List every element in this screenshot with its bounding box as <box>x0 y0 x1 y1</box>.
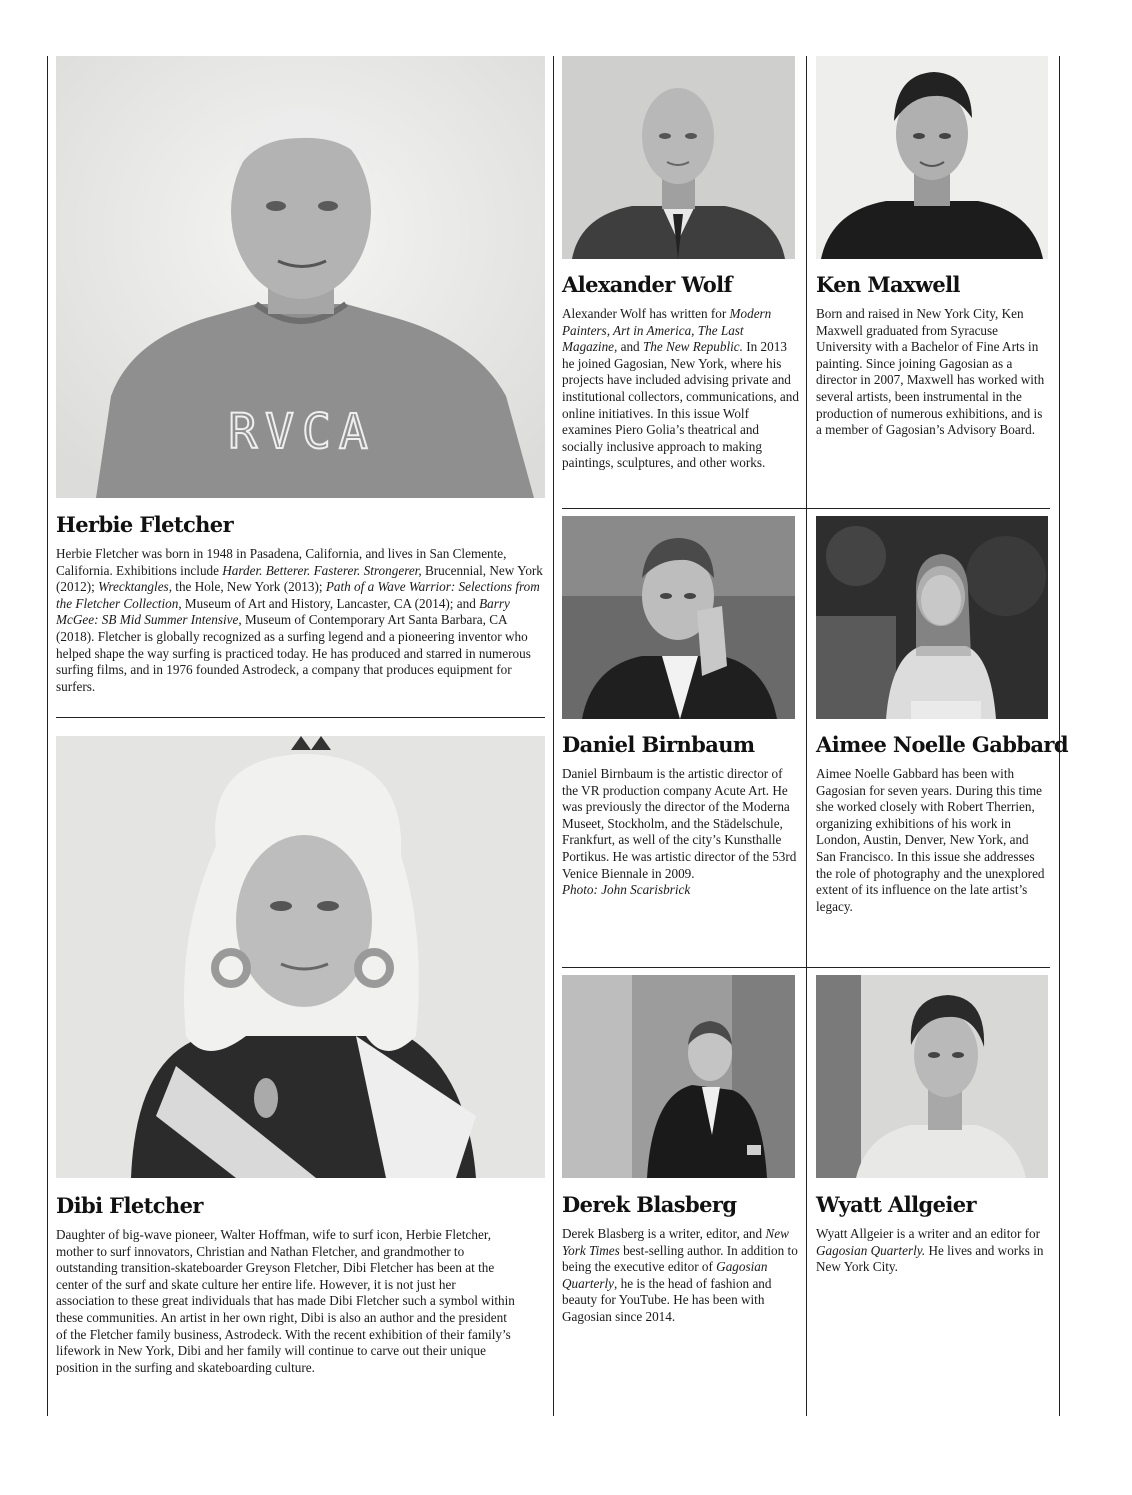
bio-text <box>816 1226 1054 1276</box>
bio-text-run: best-selling author. In addition to being the executive editor of <box>562 1242 798 1275</box>
row-rule <box>56 717 545 718</box>
portrait-photo <box>562 975 795 1178</box>
bio-name: Aimee Noelle Gabbard <box>816 732 1068 757</box>
portrait-photo <box>816 56 1048 259</box>
column-rule <box>553 56 554 1416</box>
bio-name: Ken Maxwell <box>816 272 960 297</box>
bio-name: Wyatt Allgeier <box>816 1192 976 1217</box>
bio-text-italic: The New Republic. <box>642 339 743 355</box>
bio-text-italic: Barry McGee: SB Mid Summer Intensive <box>56 595 510 628</box>
bio-text-italic: New York Times <box>562 1226 789 1258</box>
bio-text <box>562 1226 798 1326</box>
portrait-photo <box>562 516 795 719</box>
bio-text-run: Herbie Fletcher was born in 1948 in Pasadena, California, and lives in San Clemente, California. Exhibitions include <box>56 546 507 578</box>
bio-name: Daniel Birnbaum <box>562 732 755 757</box>
shirt-logo: RVCA <box>228 404 376 460</box>
bio-text-run: , Museum of Contemporary Art Santa Barbara, CA (2018). Fletcher is globally recognized as a surfing legend and a pioneering inventor who helped shape the way surfing is practiced today. He has produced and starred in numerous surfing films, and in 1976 founded Astrodeck, a company that produces equipment for surfers. <box>56 612 531 694</box>
bio-name: Derek Blasberg <box>562 1192 737 1217</box>
bio-text-italic: Harder. Betterer. Fasterer. Strongerer, <box>222 562 422 578</box>
column-rule <box>806 56 807 1416</box>
bio-text-italic: Modern Painters, Art in America, The Last Magazine, <box>562 306 772 355</box>
bio-text-run: Wyatt Allgeier is a writer and an editor for <box>816 1226 1041 1241</box>
portrait-photo <box>816 516 1048 719</box>
row-rule <box>562 967 1050 968</box>
bio-text-italic: Gagosian Quarterly <box>562 1259 768 1291</box>
bio-text <box>56 546 548 695</box>
bio-text-italic: Path of a Wave Warrior: Selections from the Fletcher Collection <box>56 579 540 611</box>
bio-text-run: , the Hole, New York (2013); <box>168 579 326 595</box>
bio-text-italic: Wrecktangles <box>98 579 169 595</box>
bio-text: Aimee Noelle Gabbard has been with Gagosian for seven years. During this time she worked closely with Robert Therrien, organizing exhibitions of his work in London, Austin, Denver, New York, and San Francisco. In this issue she addresses the role of photography and the unexplored extent of its influence on the late artist’s legacy. <box>816 766 1045 914</box>
portrait-photo <box>56 736 545 1178</box>
bio-name: Dibi Fletcher <box>56 1193 203 1218</box>
bio-text-run: In 2013 he joined Gagosian, New York, where his projects have included advising private and institutional collectors, communications, and online initiatives. In this issue Wolf examines Piero Golia’s theatrical and socially inclusive approach to making paintings, sculptures, and other works. <box>562 339 799 471</box>
bio-text: Born and raised in New York City, Ken Maxwell graduated from Syracuse University with a Bachelor of Fine Arts in painting. Since joining Gagosian as a director in 2007, Maxwell has worked with several artists, been instrumental in the production of numerous exhibitions, and is a member of Gagosian’s Advisory Board. <box>816 306 1045 438</box>
bio-text-run: Brucennial, New York (2012); <box>56 562 543 595</box>
bio-text-italic: Gagosian Quarterly. <box>816 1242 926 1258</box>
bio-text-run: Daniel Birnbaum is the artistic director of the VR production company Acute Art. He was previously the director of the Moderna Museet, Stockholm, and the Städelschule, Frankfurt, as well of the city’s Kunsthalle Portikus. He was artistic director of the 53rd Venice Biennale in 2009. <box>562 766 797 881</box>
portrait-photo <box>816 975 1048 1178</box>
bio-name: Alexander Wolf <box>562 272 732 297</box>
bio-text-run: , Museum of Art and History, Lancaster, CA (2014); and <box>178 595 480 611</box>
bio-text <box>562 306 800 472</box>
bio-text <box>562 766 798 899</box>
portrait-photo <box>56 56 545 498</box>
bio-text: Daughter of big-wave pioneer, Walter Hoffman, wife to surf icon, Herbie Fletcher, mother to surf innovators, Christian and Nathan Fletcher, and grandmother to outstanding transition-skateboarder Greyson Fletcher, Dibi Fletcher has been at the center of the surf and skate culture her entire life. However, it is not just her association to these great individuals that has made Dibi Fletcher such a symbol within these communities. An artist in her own right, Dibi is also an author and the president of the Fletcher family business, Astrodeck. With the recent exhibition of their family’s lifework in New York, Dibi and her family will continue to carve out their unique position in the surfing and skateboarding culture. <box>56 1227 515 1375</box>
bio-name: Herbie Fletcher <box>56 512 234 537</box>
bio-text-run: , he is the head of fashion and beauty for YouTube. He has been with Gagosian since 2014. <box>562 1275 772 1324</box>
bio-text-run: Alexander Wolf has written for <box>562 306 730 321</box>
row-rule <box>562 508 1050 509</box>
bio-text-run: Derek Blasberg is a writer, editor, and <box>562 1226 766 1241</box>
bio-text-run: He lives and works in New York City. <box>816 1242 1044 1275</box>
portrait-photo <box>562 56 795 259</box>
photo-credit: Photo: John Scarisbrick <box>562 882 691 898</box>
bio-text-run: and <box>617 339 643 355</box>
column-rule <box>47 56 48 1416</box>
